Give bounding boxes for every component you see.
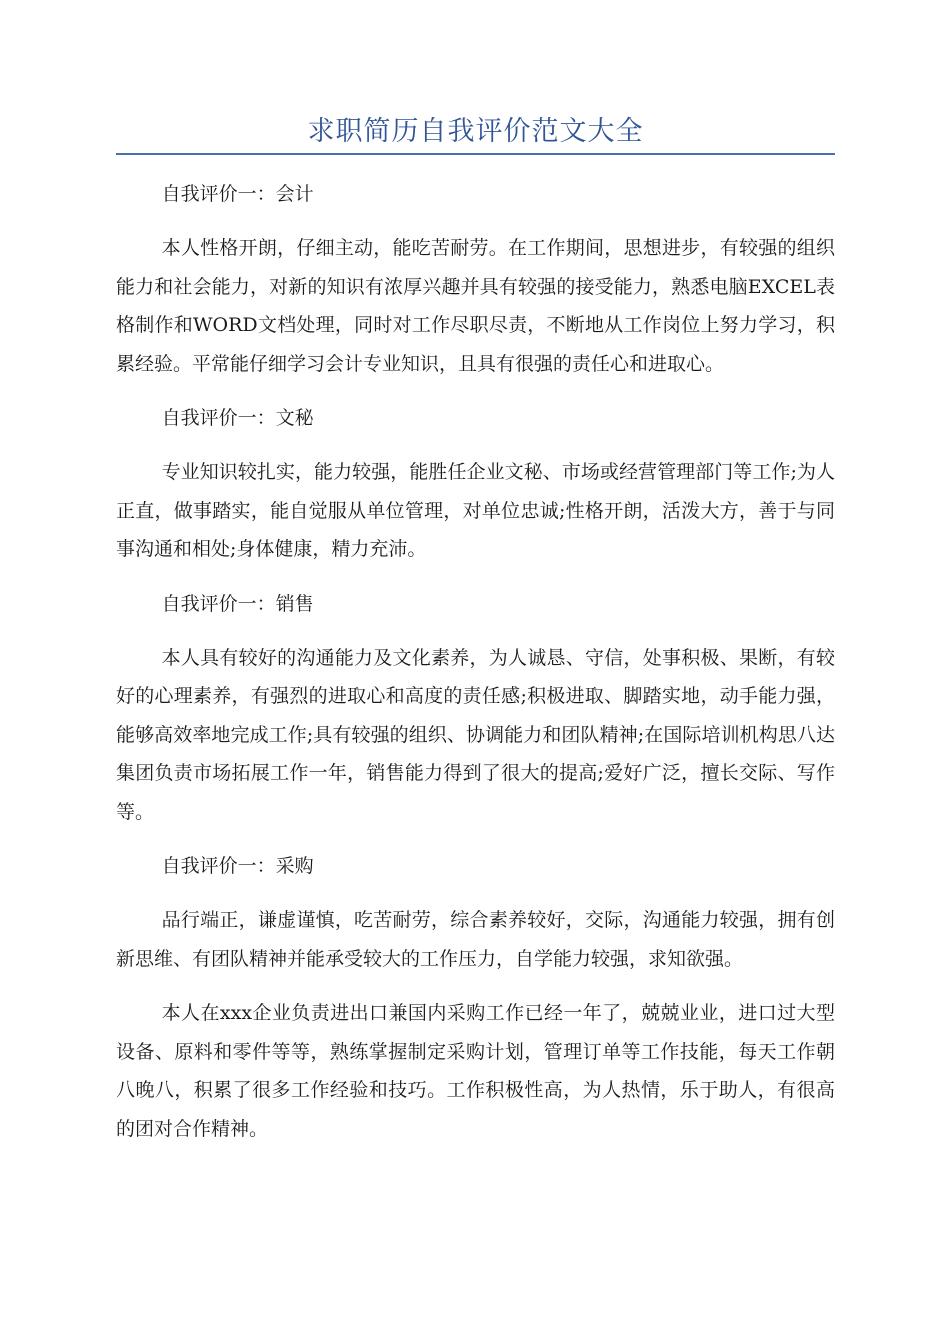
paragraph-purchasing-1: 品行端正，谦虚谨慎，吃苦耐劳，综合素养较好，交际，沟通能力较强，拥有创新思维、有团队精神并能承受较大的工作压力，自学能力较强，求知欲强。 xyxy=(116,909,835,970)
section-heading-purchasing: 自我评价一：采购 xyxy=(161,855,314,877)
paragraph-purchasing-2: 本人在xxx企业负责进出口兼国内采购工作已经一年了，兢兢业业，进口过大型设备、原料和零件等等，熟练掌握制定采购计划，管理订单等工作技能，每天工作朝八晚八，积累了很多工作经验和技巧。工作积极性高，为人热情，乐于助人，有很高的团对合作精神。 xyxy=(116,1002,835,1140)
document-body xyxy=(116,175,835,1164)
document-title: 求职简历自我评价范文大全 xyxy=(307,116,644,147)
paragraph-sales: 本人具有较好的沟通能力及文化素养，为人诚恳、守信，处事积极、果断，有较好的心理素养，有强烈的进取心和高度的责任感;积极进取、脚踏实地，动手能力强，能够高效率地完成工作;具有较强的组织、协调能力和团队精神;在国际培训机构思八达集团负责市场拓展工作一年，销售能力得到了很大的提高;爱好广泛，擅长交际、写作等。 xyxy=(116,646,835,823)
paragraph-secretary: 专业知识较扎实，能力较强，能胜任企业文秘、市场或经营管理部门等工作;为人正直，做事踏实，能自觉服从单位管理，对单位忠诚;性格开朗，活泼大方，善于与同事沟通和相处;身体健康，精力充沛。 xyxy=(116,461,835,560)
section-heading-accounting: 自我评价一：会计 xyxy=(161,183,314,205)
paragraph-accounting: 本人性格开朗，仔细主动，能吃苦耐劳。在工作期间，思想进步，有较强的组织能力和社会能力，对新的知识有浓厚兴趣并具有较强的接受能力，熟悉电脑EXCEL表格制作和WORD文档处理，同时对工作尽职尽责，不断地从工作岗位上努力学习，积累经验。平常能仔细学习会计专业知识，且具有很强的责任心和进取心。 xyxy=(116,237,835,375)
section-heading-secretary: 自我评价一：文秘 xyxy=(161,407,314,429)
section-heading-sales: 自我评价一：销售 xyxy=(161,592,314,615)
title-underline xyxy=(116,153,835,155)
